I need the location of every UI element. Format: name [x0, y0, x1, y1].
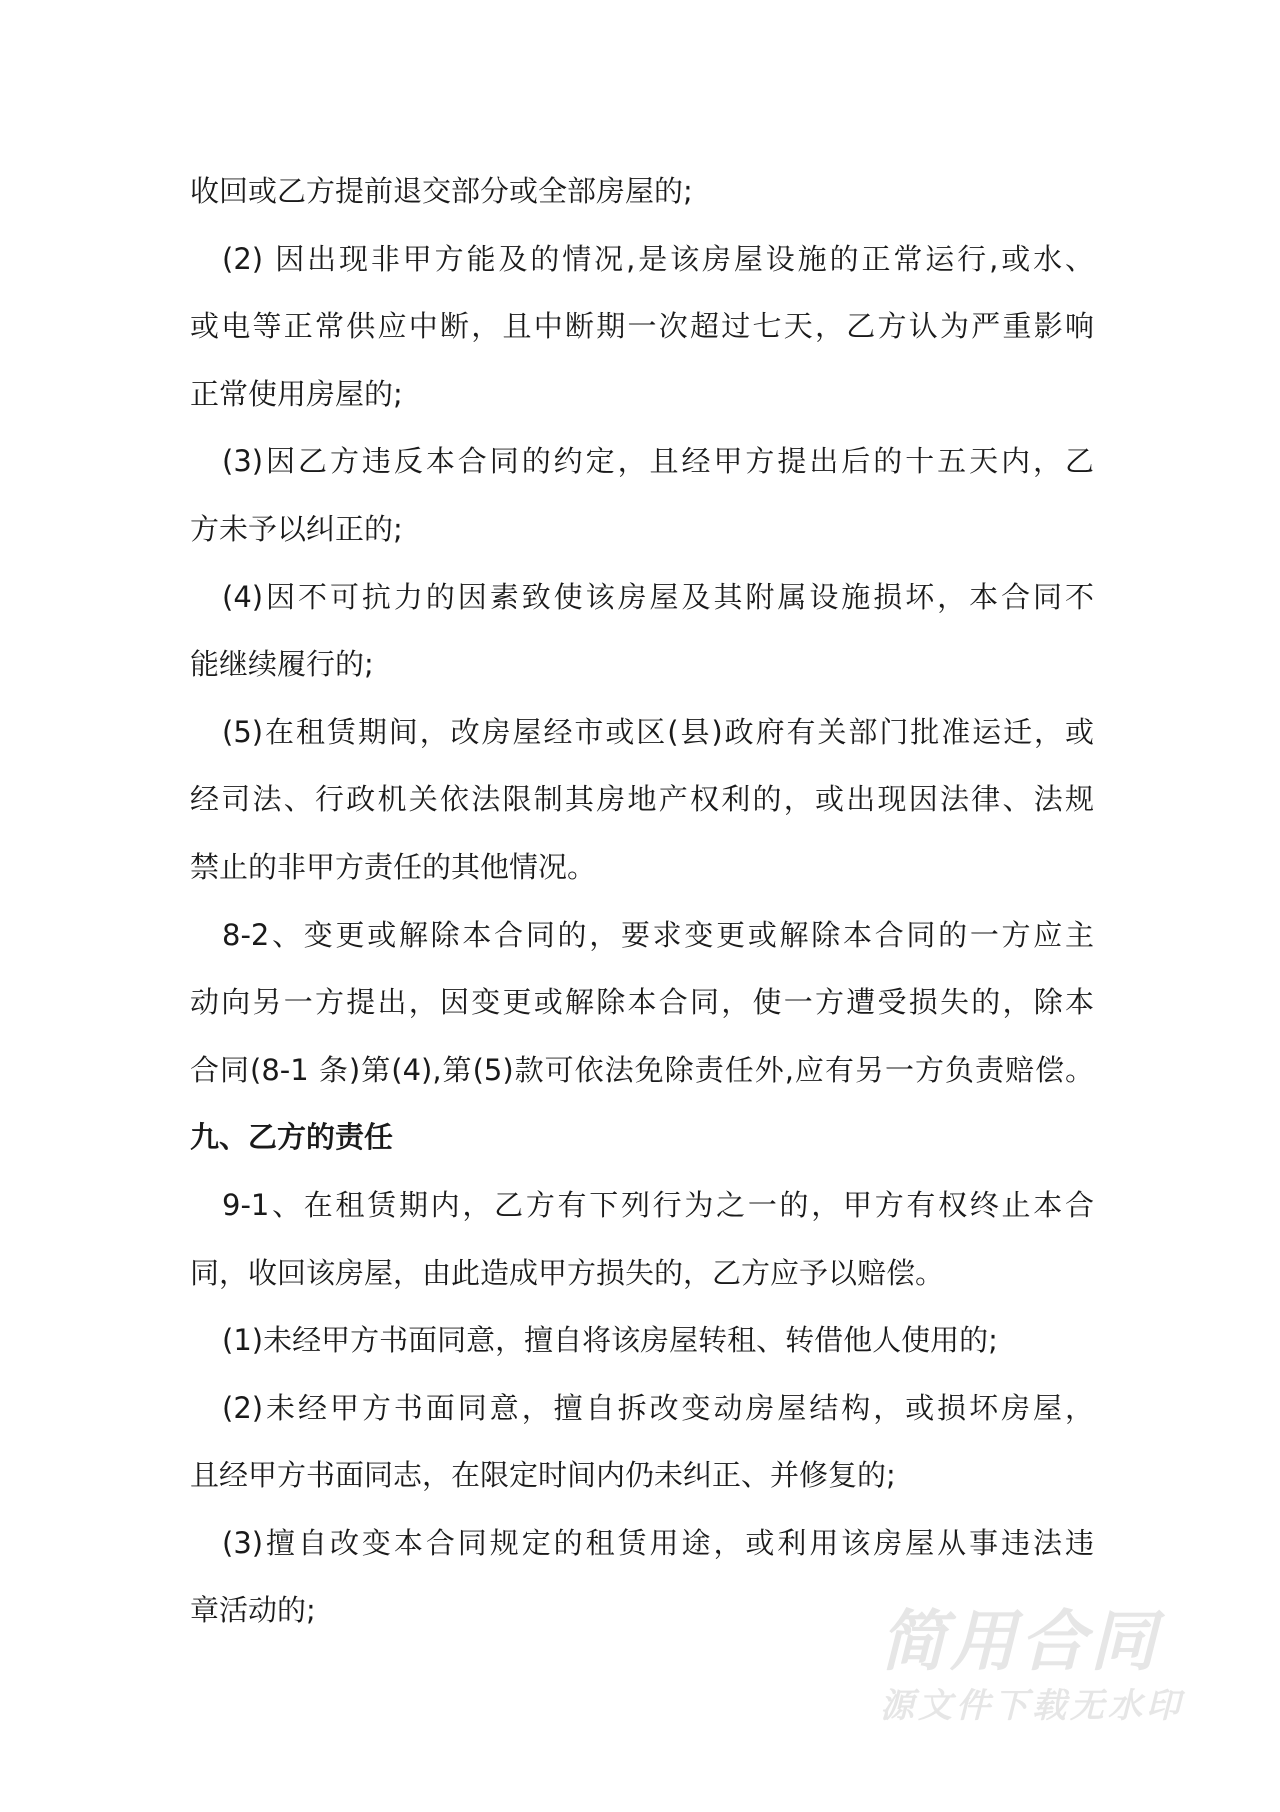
text-line: 禁止的非甲方责任的其他情况。: [190, 849, 597, 884]
watermark-subtitle: 源文件下载无水印: [880, 1686, 1184, 1726]
text-line: (2) 因出现非甲方能及的情况,是该房屋设施的正常运行,或水、: [222, 241, 1094, 276]
watermark-title: 简用合同: [880, 1603, 1160, 1680]
text-line: 且经甲方书面同志，在限定时间内仍未纠正、并修复的;: [190, 1458, 896, 1493]
text-line: (2)未经甲方书面同意，擅自拆改变动房屋结构，或损坏房屋，: [222, 1390, 1094, 1425]
text-line: 章活动的;: [190, 1593, 316, 1628]
text-line: 动向另一方提出，因变更或解除本合同，使一方遭受损失的，除本: [190, 985, 1094, 1020]
text-line: 方未予以纠正的;: [190, 511, 403, 546]
text-line: 经司法、行政机关依法限制其房地产权利的，或出现因法律、法规: [190, 782, 1094, 817]
section-heading: 九、乙方的责任: [190, 1120, 394, 1155]
text-line: 合同(8-1 条)第(4),第(5)款可依法免除责任外,应有另一方负责赔偿。: [190, 1052, 1094, 1087]
text-line: (4)因不可抗力的因素致使该房屋及其附属设施损坏，本合同不: [222, 579, 1094, 614]
text-line: 同，收回该房屋，由此造成甲方损失的，乙方应予以赔偿。: [190, 1255, 945, 1290]
text-line: 能继续履行的;: [190, 647, 374, 682]
text-line: 正常使用房屋的;: [190, 376, 403, 411]
text-line: 收回或乙方提前退交部分或全部房屋的;: [190, 174, 693, 208]
text-line: (3)因乙方违反本合同的约定，且经甲方提出后的十五天内，乙: [222, 444, 1094, 479]
text-line: 9-1、在租赁期内，乙方有下列行为之一的，甲方有权终止本合: [222, 1187, 1094, 1222]
text-line: (3)擅自改变本合同规定的租赁用途，或利用该房屋从事违法违: [222, 1525, 1094, 1560]
text-line: 或电等正常供应中断，且中断期一次超过七天，乙方认为严重影响: [190, 309, 1094, 344]
text-line: (1)未经甲方书面同意，擅自将该房屋转租、转借他人使用的;: [222, 1323, 998, 1358]
document-page: [190, 158, 1094, 1645]
text-line: (5)在租赁期间，改房屋经市或区(县)政府有关部门批准运迁，或: [222, 714, 1094, 749]
text-line: 8-2、变更或解除本合同的，要求变更或解除本合同的一方应主: [222, 917, 1094, 952]
